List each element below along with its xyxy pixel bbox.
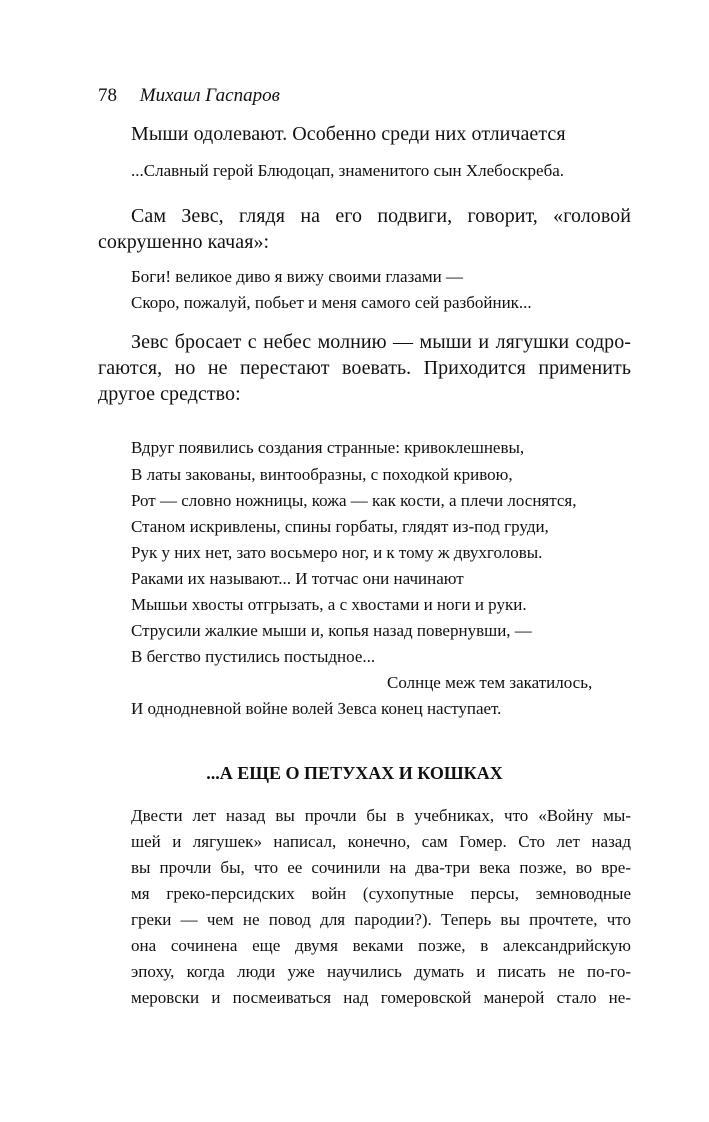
prose-line: Зевс бросает с небес молнию — мыши и лягушки содро- [131,331,631,353]
section-heading: ...А ЕЩЕ О ПЕТУХАХ И КОШКАХ [206,763,503,783]
verse-line: Рот — словно ножницы, кожа — как кости, а плечи лоснятся, [131,491,577,510]
prose-line: другое средство: [98,383,241,405]
quote-line: Боги! великое диво я вижу своими глазами — [131,267,463,286]
verse-line: В латы закованы, винтообразны, с походкой кривою, [131,465,513,484]
prose-line: она сочинена еще двумя веками позже, в александрийскую [131,936,631,955]
prose-line: мя греко-персидских войн (сухопутные персы, земноводные [131,884,631,903]
running-head-author: Михаил Гаспаров [139,85,280,106]
prose-line: шей и лягушек» написал, конечно, сам Гомер. Сто лет назад [131,832,631,851]
verse-line: Вдруг появились создания странные: кривоклешневы, [131,438,525,457]
verse-line: Рук у них нет, зато восьмеро ног, и к тому ж двухголовы. [131,543,543,562]
prose-line: сокрушенно качая»: [98,231,270,253]
verse-line: Станом искривлены, спины горбаты, глядят из-под груди, [131,517,549,536]
prose-line: вы прочли бы, что ее сочинили на два-три века позже, во вре- [131,858,631,877]
verse-line: Мышьи хвосты отгрызать, а с хвостами и ноги и руки. [131,595,527,614]
page-number: 78 [98,85,117,106]
prose-line: эпоху, когда люди уже научились думать и писать не по-го- [131,962,631,981]
verse-line: И однодневной войне волей Зевса конец наступает. [131,699,502,718]
prose-line: Сам Зевс, глядя на его подвиги, говорит, «головой [131,205,631,227]
prose-line: Двести лет назад вы прочли бы в учебниках, что «Войну мы- [131,806,631,825]
verse-line-indented: Солнце меж тем закатилось, [387,673,593,692]
prose-line: греки — чем не повод для пародии?). Теперь вы прочтете, что [131,910,631,929]
prose-line: меровски и посмеиваться над гомеровской манерой стало не- [131,988,631,1007]
quote-line: ...Славный герой Блюдоцап, знаменитого сын Хлебоскреба. [131,161,565,180]
quote-line: Скоро, пожалуй, побьет и меня самого сей разбойник... [131,293,532,312]
verse-line: Раками их называют... И тотчас они начинают [131,569,464,588]
prose-line: Мыши одолевают. Особенно среди них отличается [131,123,566,145]
running-header [98,84,280,108]
prose-line: гаются, но не перестают воевать. Приходится применить [98,357,631,379]
verse-line: Струсили жалкие мыши и, копья назад повернувши, — [131,621,532,640]
verse-line: В бегство пустились постыдное... [131,647,376,666]
